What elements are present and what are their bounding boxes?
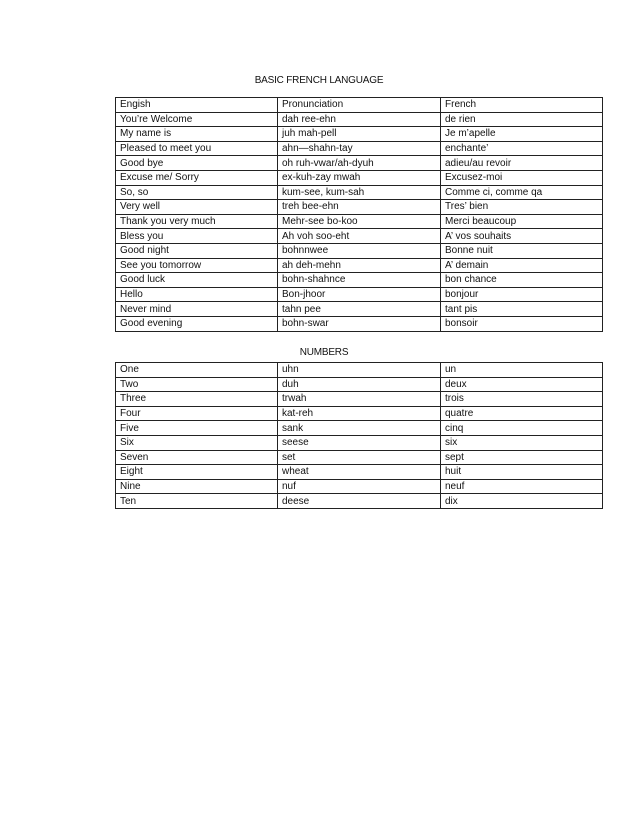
english-cell: My name is (116, 127, 278, 142)
pronunciation-cell: kat-reh (278, 406, 441, 421)
pronunciation-cell: Bon-jhoor (278, 287, 441, 302)
french-cell: Bonne nuit (441, 243, 603, 258)
pronunciation-cell: duh (278, 377, 441, 392)
french-cell: enchante’ (441, 141, 603, 156)
french-cell: Excusez-moi (441, 170, 603, 185)
english-cell: Hello (116, 287, 278, 302)
french-cell: tant pis (441, 302, 603, 317)
number-row (116, 494, 603, 509)
english-cell: One (116, 363, 278, 378)
phrase-row (116, 112, 603, 127)
pronunciation-cell: deese (278, 494, 441, 509)
english-cell: Pleased to meet you (116, 141, 278, 156)
number-row (116, 479, 603, 494)
phrase-row (116, 127, 603, 142)
number-row (116, 435, 603, 450)
english-cell: Bless you (116, 229, 278, 244)
pronunciation-cell: nuf (278, 479, 441, 494)
pronunciation-cell: ahn—shahn-tay (278, 141, 441, 156)
english-cell: Thank you very much (116, 214, 278, 229)
pronunciation-cell: bohn-shahnce (278, 273, 441, 288)
french-cell: Comme ci, comme qa (441, 185, 603, 200)
english-cell: Three (116, 392, 278, 407)
pronunciation-cell: Ah voh soo-eht (278, 229, 441, 244)
pronunciation-cell: sank (278, 421, 441, 436)
english-cell: Good night (116, 243, 278, 258)
pronunciation-cell: oh ruh-vwar/ah-dyuh (278, 156, 441, 171)
english-cell: Engish (116, 98, 278, 113)
phrase-row (116, 200, 603, 215)
pronunciation-cell: kum-see, kum-sah (278, 185, 441, 200)
phrase-row (116, 170, 603, 185)
pronunciation-cell: trwah (278, 392, 441, 407)
french-cell: Je m’apelle (441, 127, 603, 142)
english-cell: Seven (116, 450, 278, 465)
pronunciation-cell: dah ree-ehn (278, 112, 441, 127)
french-cell: bonjour (441, 287, 603, 302)
phrase-row (116, 273, 603, 288)
english-cell: Four (116, 406, 278, 421)
french-cell: sept (441, 450, 603, 465)
french-cell: French (441, 98, 603, 113)
english-cell: Five (116, 421, 278, 436)
pronunciation-cell: bohn-swar (278, 316, 441, 331)
number-row (116, 406, 603, 421)
english-cell: Eight (116, 465, 278, 480)
english-cell: See you tomorrow (116, 258, 278, 273)
pronunciation-cell: uhn (278, 363, 441, 378)
french-cell: dix (441, 494, 603, 509)
french-cell: de rien (441, 112, 603, 127)
english-cell: You’re Welcome (116, 112, 278, 127)
pronunciation-cell: set (278, 450, 441, 465)
number-row (116, 363, 603, 378)
pronunciation-cell: ex-kuh-zay mwah (278, 170, 441, 185)
french-cell: bonsoir (441, 316, 603, 331)
french-cell: adieu/au revoir (441, 156, 603, 171)
pronunciation-cell: bohnnwee (278, 243, 441, 258)
pronunciation-cell: wheat (278, 465, 441, 480)
french-cell: A’ demain (441, 258, 603, 273)
english-cell: Never mind (116, 302, 278, 317)
pronunciation-cell: Pronunciation (278, 98, 441, 113)
french-cell: six (441, 435, 603, 450)
phrase-row (116, 316, 603, 331)
number-row (116, 392, 603, 407)
english-cell: Very well (116, 200, 278, 215)
english-cell: Six (116, 435, 278, 450)
pronunciation-cell: treh bee-ehn (278, 200, 441, 215)
numbers-table-body (116, 363, 603, 509)
french-cell: A’ vos souhaits (441, 229, 603, 244)
english-cell: Two (116, 377, 278, 392)
phrase-row (116, 258, 603, 273)
phrase-row (116, 302, 603, 317)
french-cell: Tres’ bien (441, 200, 603, 215)
english-cell: Good luck (116, 273, 278, 288)
numbers-heading: NUMBERS (299, 347, 349, 358)
pronunciation-cell: ah deh-mehn (278, 258, 441, 273)
number-row (116, 465, 603, 480)
french-cell: trois (441, 392, 603, 407)
phrase-row (116, 214, 603, 229)
french-cell: Merci beaucoup (441, 214, 603, 229)
number-row (116, 377, 603, 392)
french-cell: neuf (441, 479, 603, 494)
phrase-row (116, 98, 603, 113)
phrase-row (116, 243, 603, 258)
phrase-row (116, 141, 603, 156)
phrase-row (116, 156, 603, 171)
english-cell: Good evening (116, 316, 278, 331)
number-row (116, 421, 603, 436)
pronunciation-cell: seese (278, 435, 441, 450)
phrase-row (116, 287, 603, 302)
french-cell: quatre (441, 406, 603, 421)
numbers-table (115, 362, 603, 509)
french-cell: bon chance (441, 273, 603, 288)
english-cell: Excuse me/ Sorry (116, 170, 278, 185)
english-cell: Good bye (116, 156, 278, 171)
pronunciation-cell: juh mah-pell (278, 127, 441, 142)
french-cell: cinq (441, 421, 603, 436)
pronunciation-cell: Mehr-see bo-koo (278, 214, 441, 229)
english-cell: So, so (116, 185, 278, 200)
french-cell: un (441, 363, 603, 378)
phrases-table (115, 97, 603, 332)
french-cell: deux (441, 377, 603, 392)
french-cell: huit (441, 465, 603, 480)
pronunciation-cell: tahn pee (278, 302, 441, 317)
phrases-table-body (116, 98, 603, 332)
phrase-row (116, 229, 603, 244)
english-cell: Nine (116, 479, 278, 494)
english-cell: Ten (116, 494, 278, 509)
number-row (116, 450, 603, 465)
document-title: BASIC FRENCH LANGUAGE (254, 75, 384, 86)
phrase-row (116, 185, 603, 200)
